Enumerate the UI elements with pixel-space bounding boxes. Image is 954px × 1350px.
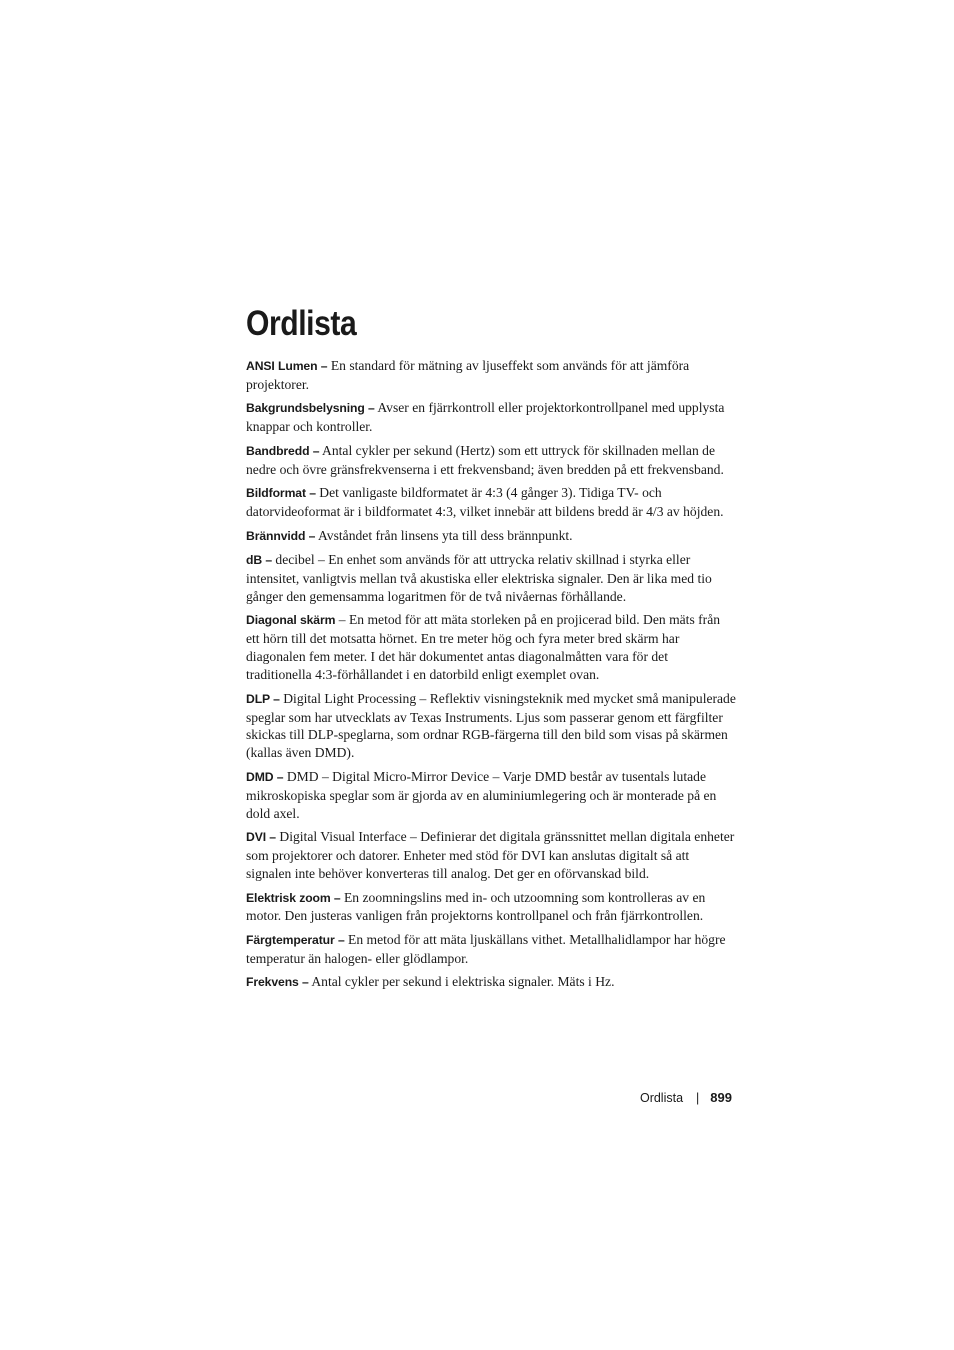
glossary-term: Bandbredd –: [246, 443, 320, 458]
glossary-entry-dmd: [246, 768, 736, 823]
page-footer: [640, 1089, 732, 1107]
glossary-term: Bakgrundsbelysning –: [246, 401, 375, 416]
glossary-term: DMD –: [246, 769, 284, 784]
glossary-definition: Avståndet från linsens yta till dess brännpunkt.: [315, 527, 573, 543]
glossary-definition: Det vanligaste bildformatet är 4:3 (4 gånger 3). Tidiga TV- och datorvideoformat är i bildformatet 4:3, vilket innebär att bildens bredd är 4/3 av höjden.: [246, 485, 724, 520]
footer-section-title: Ordlista: [639, 1091, 684, 1105]
glossary-definition: decibel – En enhet som används för att uttrycka relativ skillnad i styrka eller intensitet, vanligtvis mellan två akustiska eller elektriska signaler. Den är lika med tio gånger den gemensamma logaritmen för de två nivåernas förhållande.: [246, 552, 712, 604]
glossary-entry-elektrisk-zoom: [246, 889, 736, 926]
glossary-entry-db: [246, 551, 736, 606]
glossary-entry-frekvens: [246, 973, 736, 992]
glossary-entry-dlp: [246, 690, 736, 763]
glossary-definition: Antal cykler per sekund (Hertz) som ett uttryck för skillnaden mellan de nedre och övre gränsfrekvenserna i ett frekvensband; även bredden på ett frekvensband.: [246, 442, 724, 477]
glossary-term: Bildformat –: [246, 486, 316, 501]
glossary-definition: En zoomningslins med in- och utzoomning som kontrolleras av en motor. Den justeras vanligen från projektorns kontrollpanel och från fjärrkontrollen.: [246, 889, 706, 924]
glossary-entry-dvi: [246, 828, 736, 883]
glossary-term: Färgtemperatur –: [246, 932, 345, 947]
glossary-definition: Avser en fjärrkontroll eller projektorkontrollpanel med upplysta knappar och kontroller.: [246, 400, 725, 435]
glossary-entry-bildformat: [246, 484, 736, 521]
page-title: Ordlista: [246, 304, 357, 343]
glossary-term: ANSI Lumen –: [246, 359, 328, 373]
glossary-term: Brännvidd –: [246, 528, 316, 543]
glossary-list: [246, 357, 736, 998]
glossary-term: Elektrisk zoom –: [246, 890, 341, 905]
glossary-entry-brannvidd: [246, 527, 736, 546]
glossary-definition: En standard för mätning av ljuseffekt som används för att jämföra projektorer.: [246, 358, 690, 392]
glossary-entry-diagonal-skarm: [246, 611, 736, 684]
glossary-definition: Digital Visual Interface – Definierar det digitala gränssnittet mellan digitala enheter som projektorer och datorer. Enheter med stöd för DVI kan anslutas digitalt så att signalen inte behöver konverteras till analog. Det ger en oförvanskad bild.: [246, 829, 735, 881]
page-number: 899: [710, 1090, 732, 1105]
glossary-definition: – En metod för att mäta storleken på en projicerad bild. Den mäts från ett hörn till det motsatta hörnet. En tre meter hög och fyra meter bred skärm har diagonalen fem meter. I det här dokumentet antas diagonalmåtten vara för det traditionella 4:3-förhållandet i en datorbild enligt exemplet ovan.: [246, 612, 721, 683]
glossary-term: dB –: [246, 553, 273, 568]
glossary-definition: Digital Light Processing – Reflektiv visningsteknik med mycket små manipulerade speglar som har utvecklats av Texas Instruments. Ljus som passerar genom ett färgfilter skickas till DLP-speglarna, som ordnar RGB-färgerna till den bild som visas på skärmen (kallas även DMD).: [246, 690, 736, 761]
glossary-definition: Antal cykler per sekund i elektriska signaler. Mäts i Hz.: [308, 974, 615, 990]
glossary-term: Frekvens –: [246, 975, 309, 990]
glossary-entry-ansi-lumen: [246, 357, 736, 394]
glossary-definition: En metod för att mäta ljuskällans vithet. Metallhalidlampor har högre temperatur än halogen- eller glödlampor.: [246, 931, 726, 966]
glossary-term: DVI –: [246, 830, 276, 845]
glossary-entry-bakgrundsbelysning: [246, 399, 736, 436]
glossary-entry-fargtemperatur: [246, 931, 736, 968]
glossary-entry-bandbredd: [246, 442, 736, 479]
glossary-term: Diagonal skärm: [246, 613, 336, 628]
footer-separator: |: [696, 1091, 700, 1105]
glossary-term: DLP –: [246, 691, 280, 706]
glossary-definition: DMD – Digital Micro-Mirror Device – Varje DMD består av tusentals lutade mikroskopiska speglar som är gjorda av en aluminiumlegering och är monterade på en dold axel.: [246, 768, 717, 821]
